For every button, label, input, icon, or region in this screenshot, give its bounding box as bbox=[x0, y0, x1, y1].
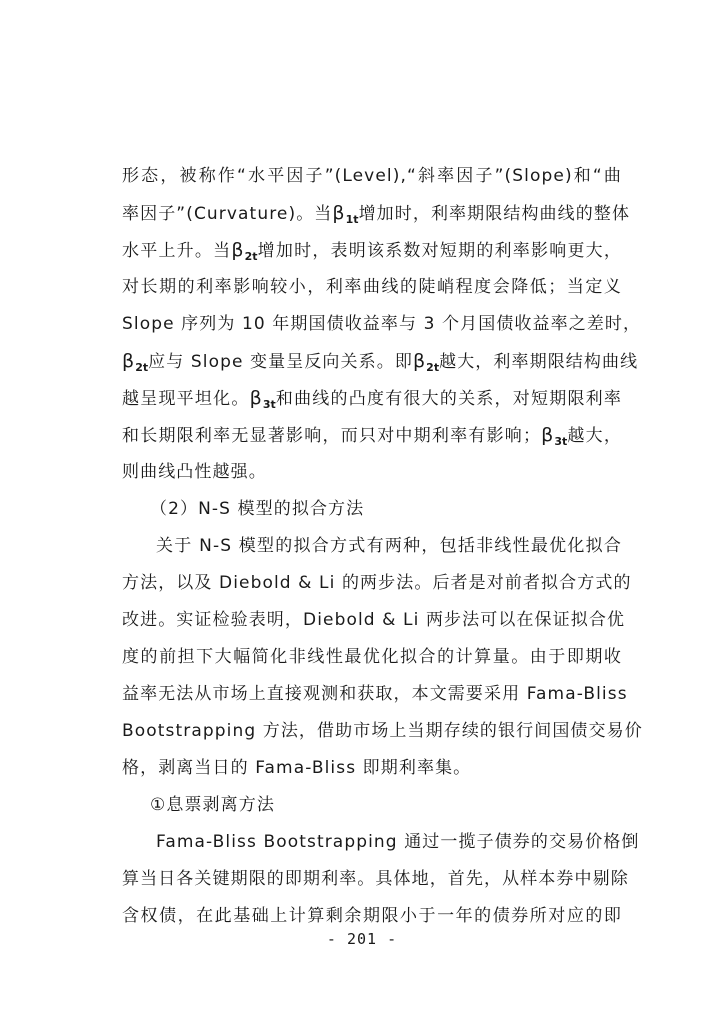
beta-1t-symbol: $\beta_{1t}$ bbox=[332, 202, 359, 226]
text-run: 应与 Slope 变量呈反向关系。即 bbox=[148, 352, 413, 372]
beta-2t-symbol: $\beta_{2t}$ bbox=[122, 350, 149, 374]
paragraph-line: 则曲线凸性越强。 bbox=[122, 462, 267, 482]
paragraph-line: 形态，被称作“水平因子”(Level),“斜率因子”(Slope)和“曲 bbox=[122, 166, 622, 186]
paragraph-line: 改进。实证检验表明，Diebold & Li 两步法可以在保证拟合优 bbox=[122, 610, 626, 630]
paragraph-line: 度的前担下大幅简化非线性最优化拟合的计算量。由于即期收 bbox=[122, 647, 622, 667]
beta-2t-symbol: $\beta_{2t}$ bbox=[412, 350, 440, 374]
beta-3t-symbol: $\beta_{3t}$ bbox=[541, 424, 568, 448]
text-run: 增加时，利率期限结构曲线的整体 bbox=[358, 204, 631, 224]
paragraph-line: 对长期的利率影响较小，利率曲线的陡峭程度会降低；当定义 bbox=[122, 277, 622, 297]
paragraph-line: Fama-Bliss Bootstrapping 通过一揽子债券的交易价格倒 bbox=[156, 832, 640, 852]
paragraph-line: Slope 序列为 10 年期国债收益率与 3 个月国债收益率之差时， bbox=[122, 314, 642, 334]
text-run: 越大， bbox=[567, 426, 622, 446]
text-run: 率因子”(Curvature)。当 bbox=[122, 204, 333, 224]
text-run: 越大，利率期限结构曲线 bbox=[439, 352, 639, 372]
text-run: 越呈现平坦化。 bbox=[122, 389, 250, 409]
paragraph-line bbox=[122, 201, 631, 232]
paragraph-line: 含权债，在此基础上计算剩余期限小于一年的债券所对应的即 bbox=[122, 906, 622, 926]
paragraph-line bbox=[122, 238, 622, 269]
subsection-heading: ①息票剥离方法 bbox=[150, 795, 275, 815]
text-run: 水平上升。当 bbox=[122, 241, 232, 261]
paragraph-line: 益率无法从市场上直接观测和获取，本文需要采用 Fama-Bliss bbox=[122, 684, 628, 704]
beta-3t-symbol: $\beta_{3t}$ bbox=[249, 387, 276, 411]
section-heading: （2）N-S 模型的拟合方法 bbox=[150, 499, 365, 519]
text-run: 和曲线的凸度有很大的关系，对短期限利率 bbox=[275, 389, 622, 409]
paragraph-line bbox=[122, 423, 622, 454]
page-number: - 201 - bbox=[326, 930, 398, 948]
paragraph-line bbox=[122, 386, 622, 417]
beta-2t-symbol: $\beta_{2t}$ bbox=[231, 239, 258, 263]
paragraph-line: 关于 N-S 模型的拟合方式有两种，包括非线性最优化拟合 bbox=[156, 536, 622, 556]
text-run: 和长期限利率无显著影响，而只对中期利率有影响； bbox=[122, 426, 542, 446]
paragraph-line: 算当日各关键期限的即期利率。具体地，首先，从样本券中剔除 bbox=[122, 869, 629, 889]
text-run: 增加时，表明该系数对短期的利率影响更大， bbox=[257, 241, 623, 261]
paragraph-line: 方法，以及 Diebold & Li 的两步法。后者是对前者拟合方式的 bbox=[122, 573, 632, 593]
paragraph-line: 格，剥离当日的 Fama-Bliss 即期利率集。 bbox=[122, 758, 472, 778]
paragraph-line bbox=[122, 349, 639, 380]
paragraph-line: Bootstrapping 方法，借助市场上当期存续的银行间国债交易价 bbox=[122, 721, 643, 741]
